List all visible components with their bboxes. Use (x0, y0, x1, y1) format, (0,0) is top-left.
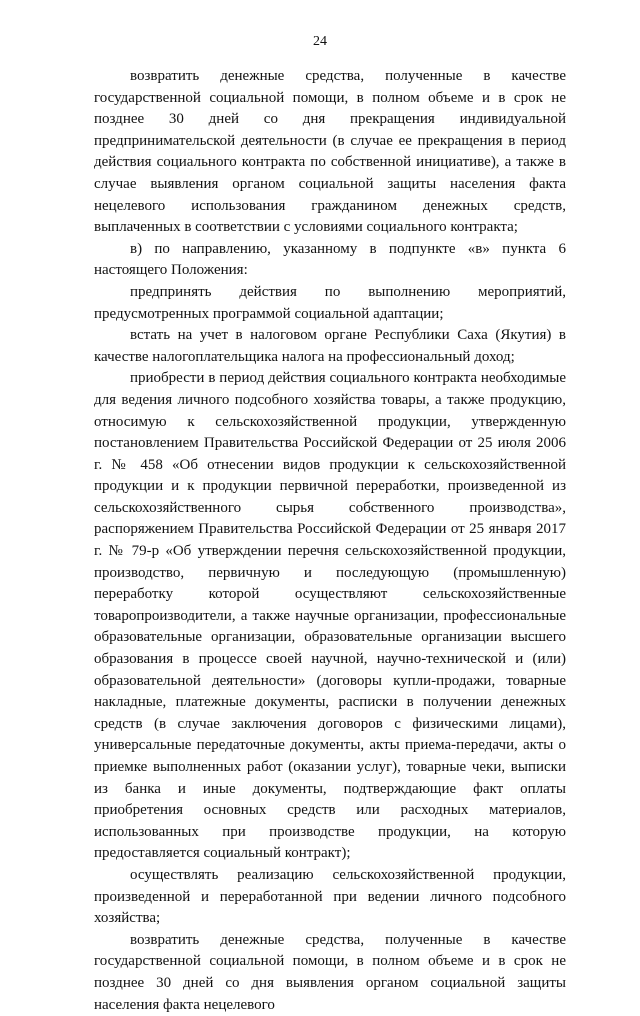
page-number: 24 (313, 34, 327, 49)
paragraph-return-funds-misuse: возвратить денежные средства, полученные в качестве государственной социальной помощи, в полном объеме и в срок не позднее 30 дней со дня выявления органом социальной защиты населения факта нецелевого (94, 931, 566, 1013)
paragraph-acquire-goods: приобрести в период действия социального контракта необходимые для ведения личного подсобного хозяйства товары, а также продукцию, относимую к сельскохозяйственной продукции, утвержденную постановлением Правительства Российской Федерации от 25 июля 2006 г. № 458 «Об отнесении видов продукции к сельскохозяйственной продукции и к продукции первичной переработки, произведенной из сельскохозяйственного сырья собственного производства», распоряжением Правительства Российской Федерации от 25 января 2017 г. № 79-р «Об утверждении перечня сельскохозяйственной продукции, производство, первичную и последующую (промышленную) переработку которой осуществляют сельскохозяйственные товаропроизводители, а также научные организации, профессиональные образовательные организации, образовательные организации высшего образования в процессе своей научной, научно-технической и (или) образовательной деятельности» (договоры купли-продажи, товарные накладные, платежные документы, расписки в получении денежных средств (в случае заключения договоров с физическими лицами), универсальные передаточные документы, акты приема-передачи, акты о приемке выполненных работ (оказании услуг), товарные чеки, выписки из банка и иные документы, подтверждающие факт оплаты приобретения основных средств или расходных материалов, использованных при производстве продукции, на которую предоставляется социальный контракт); (94, 370, 566, 862)
document-body (94, 66, 566, 1016)
paragraph-tax-registration: встать на учет в налоговом органе Республики Саха (Якутия) в качестве налогоплательщика налога на профессиональный доход; (94, 327, 566, 365)
paragraph-sell-produce: осуществлять реализацию сельскохозяйственной продукции, произведенной и переработанной при ведении личного подсобного хозяйства; (94, 866, 566, 927)
paragraph-direction-v: в) по направлению, указанному в подпункте «в» пункта 6 настоящего Положения: (94, 240, 566, 279)
paragraph-adaptation-program: предпринять действия по выполнению мероприятий, предусмотренных программой социальной адаптации; (94, 283, 566, 322)
paragraph-return-funds: возвратить денежные средства, полученные в качестве государственной социальной помощи, в полном объеме и в срок не позднее 30 дней со дня прекращения индивидуальной предпринимательской деятельности (в случае ее прекращения в период действия социального контракта по собственной инициативе), а также в случае выявления органом социальной защиты населения факта нецелевого использования гражданином денежных средств, выплаченных в соответствии с условиями социального контракта; (94, 68, 566, 236)
